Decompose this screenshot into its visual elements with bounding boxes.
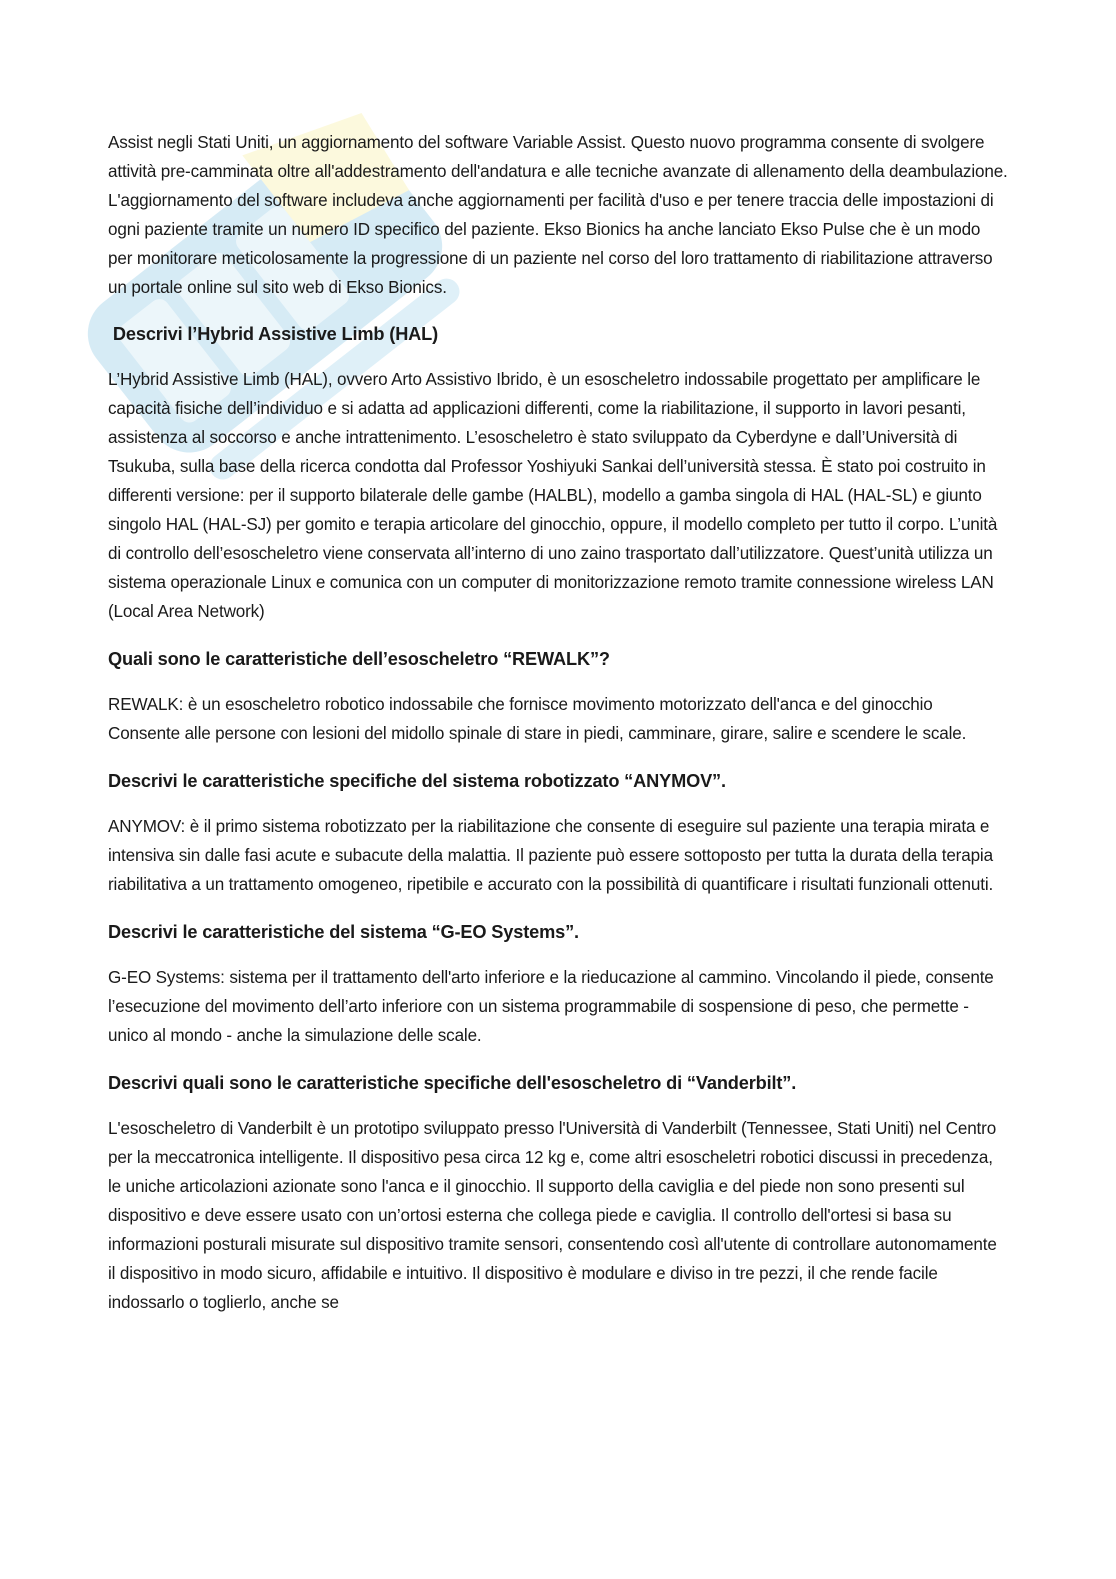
heading-rewalk: Quali sono le caratteristiche dell’esoscheletro “REWALK”? (108, 649, 610, 669)
heading-hal: Descrivi l’Hybrid Assistive Limb (HAL) (108, 324, 439, 344)
paragraph-geo-systems: G-EO Systems: sistema per il trattamento dell'arto inferiore e la rieducazione al cammino. Vincolando il piede, consente l’esecuzione del movimento dell’arto inferiore con un sistema programmabile di sospensione di peso, che permette - unico al mondo - anche la simulazione delle scale. (108, 968, 994, 1045)
paragraph-ekso-bionics: Assist negli Stati Uniti, un aggiornamento del software Variable Assist. Questo nuovo programma consente di svolgere attività pre-camminata oltre all'addestramento dell'andatura e alle tecniche avanzate di allenamento della deambulazione. L'aggiornamento del software includeva anche aggiornamenti per facilità d'uso e per tenere traccia delle impostazioni di ogni paziente tramite un numero ID specifico del paziente. Ekso Bionics ha anche lanciato Ekso Pulse che è un modo per monitorare meticolosamente la progressione di un paziente nel corso del loro trattamento di riabilitazione attraverso un portale online sul sito web di Ekso Bionics. (108, 133, 1008, 297)
heading-geo-systems: Descrivi le caratteristiche del sistema “G-EO Systems”. (108, 922, 579, 942)
paragraph-anymov: ANYMOV: è il primo sistema robotizzato per la riabilitazione che consente di eseguire sul paziente una terapia mirata e intensiva sin dalle fasi acute e subacute della malattia. Il paziente può essere sottoposto per tutta la durata della terapia riabilitativa a un trattamento omogeneo, ripetibile e accurato con la possibilità di quantificare i risultati funzionali ottenuti. (108, 817, 994, 894)
paragraph-hal: L’Hybrid Assistive Limb (HAL), ovvero Arto Assistivo Ibrido, è un esoscheletro indossabile progettato per amplificare le capacità fisiche dell’individuo e si adatta ad applicazioni differenti, come la riabilitazione, il supporto in lavori pesanti, assistenza al soccorso e anche intrattenimento. L’esoscheletro è stato sviluppato da Cyberdyne e dall’Università di Tsukuba, sulla base della ricerca condotta dal Professor Yoshiyuki Sankai dell’università stessa. È stato poi costruito in differenti versione: per il supporto bilaterale delle gambe (HALBL), modello a gamba singola di HAL (HAL-SL) e giunto singolo HAL (HAL-SJ) per gomito e terapia articolare del ginocchio, oppure, il modello completo per tutto il corpo. L’unità di controllo dell’esoscheletro viene conservata all’interno di uno zaino trasportato dall’utilizzatore. Quest’unità utilizza un sistema operazionale Linux e comunica con un computer di monitorizzazione remoto tramite connessione wireless LAN (Local Area Network) (108, 370, 998, 621)
heading-anymov: Descrivi le caratteristiche specifiche del sistema robotizzato “ANYMOV”. (108, 771, 726, 791)
heading-vanderbilt: Descrivi quali sono le caratteristiche specifiche dell'esoscheletro di “Vanderbilt”. (108, 1073, 797, 1093)
paragraph-vanderbilt: L'esoscheletro di Vanderbilt è un prototipo sviluppato presso l'Università di Vanderbilt (Tennessee, Stati Uniti) nel Centro per la meccatronica intelligente. Il dispositivo pesa circa 12 kg e, come altri esoscheletri robotici discussi in precedenza, le uniche articolazioni azionate sono l'anca e il ginocchio. Il supporto della caviglia e del piede non sono presenti sul dispositivo e deve essere usato con un’ortosi esterna che collega piede e caviglia. Il controllo dell'ortesi si basa su informazioni posturali misurate sul dispositivo tramite sensori, consentendo così all'utente di controllare autonomamente il dispositivo in modo sicuro, affidabile e intuitivo. Il dispositivo è modulare e diviso in tre pezzi, il che rende facile indossarlo o toglierlo, anche se (108, 1119, 997, 1312)
paragraph-rewalk: REWALK: è un esoscheletro robotico indossabile che fornisce movimento motorizzato dell'anca e del ginocchio Consente alle persone con lesioni del midollo spinale di stare in piedi, camminare, girare, salire e scendere le scale. (108, 695, 967, 743)
document-body (108, 128, 1008, 1317)
